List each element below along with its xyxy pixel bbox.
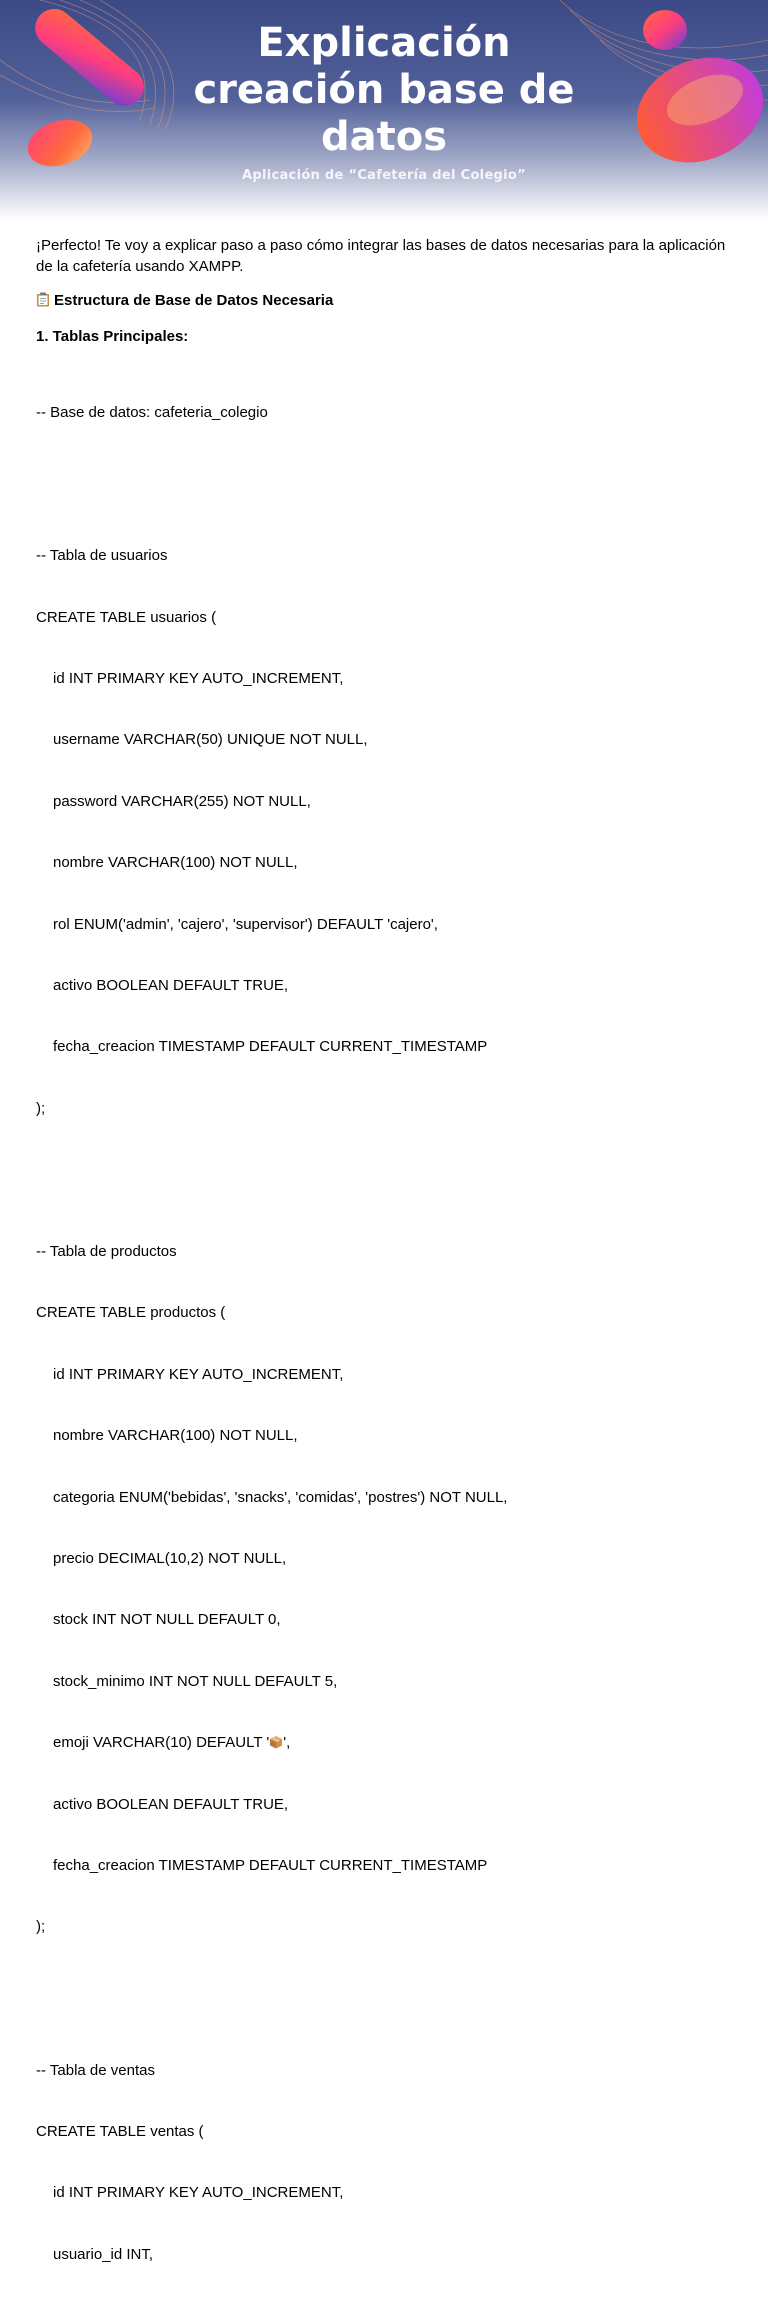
ventas-create: CREATE TABLE ventas ( (36, 2123, 204, 2141)
sql-code-block (36, 362, 736, 2306)
ventas-col: id INT PRIMARY KEY AUTO_INCREMENT, (53, 2184, 344, 2202)
productos-col-emoji (36, 1733, 736, 1753)
productos-col: categoria ENUM('bebidas', 'snacks', 'comidas', 'postres') NOT NULL, (53, 1488, 508, 1506)
emoji-prefix: emoji VARCHAR(10) DEFAULT ' (53, 1734, 270, 1752)
productos-col: stock_minimo INT NOT NULL DEFAULT 5, (53, 1672, 338, 1690)
usuarios-col: fecha_creacion TIMESTAMP DEFAULT CURRENT_TIMESTAMP (53, 1038, 488, 1056)
productos-col: precio DECIMAL(10,2) NOT NULL, (53, 1550, 287, 1568)
document-body (36, 236, 736, 2306)
productos-comment: -- Tabla de productos (36, 1243, 177, 1261)
header-banner (0, 0, 768, 220)
usuarios-col: nombre VARCHAR(100) NOT NULL, (53, 854, 298, 872)
emoji-suffix: ', (283, 1734, 291, 1752)
usuarios-col: rol ENUM('admin', 'cajero', 'supervisor') DEFAULT 'cajero', (53, 915, 438, 933)
page-subtitle: Aplicación de “Cafetería del Colegio” (242, 168, 526, 183)
ventas-comment: -- Tabla de ventas (36, 2061, 155, 2079)
title-line-1: Explicación (257, 20, 511, 66)
db-comment: -- Base de datos: cafeteria_colegio (36, 404, 268, 421)
blank-line (36, 1979, 736, 1999)
usuarios-col: password VARCHAR(255) NOT NULL, (53, 792, 311, 810)
package-icon (269, 1735, 283, 1749)
usuarios-comment: -- Tabla de usuarios (36, 547, 168, 565)
productos-col: nombre VARCHAR(100) NOT NULL, (53, 1427, 298, 1445)
productos-close: ); (36, 1918, 46, 1936)
section-title: Estructura de Base de Datos Necesaria (54, 292, 334, 309)
title-line-3: datos (320, 114, 448, 160)
usuarios-col: username VARCHAR(50) UNIQUE NOT NULL, (53, 731, 368, 749)
usuarios-close: ); (36, 1099, 46, 1117)
productos-col: fecha_creacion TIMESTAMP DEFAULT CURRENT_TIMESTAMP (53, 1856, 488, 1874)
productos-col: activo BOOLEAN DEFAULT TRUE, (53, 1795, 289, 1813)
blank-line (36, 1160, 736, 1180)
page-title (0, 20, 768, 161)
clipboard-icon (36, 292, 50, 307)
productos-col: stock INT NOT NULL DEFAULT 0, (53, 1611, 281, 1629)
intro-paragraph: ¡Perfecto! Te voy a explicar paso a paso cómo integrar las bases de datos necesarias para la aplicación de la cafetería usando XAMPP. (36, 237, 726, 275)
usuarios-col: activo BOOLEAN DEFAULT TRUE, (53, 977, 289, 995)
ventas-col: usuario_id INT, (53, 2245, 154, 2263)
blank-line (36, 464, 736, 484)
section-heading (36, 291, 736, 312)
productos-col: id INT PRIMARY KEY AUTO_INCREMENT, (53, 1365, 344, 1383)
productos-create: CREATE TABLE productos ( (36, 1304, 226, 1322)
subsection-heading: 1. Tablas Principales: (36, 327, 189, 345)
title-line-2: creación base de (193, 67, 575, 113)
usuarios-col: id INT PRIMARY KEY AUTO_INCREMENT, (53, 670, 344, 688)
usuarios-create: CREATE TABLE usuarios ( (36, 608, 217, 626)
